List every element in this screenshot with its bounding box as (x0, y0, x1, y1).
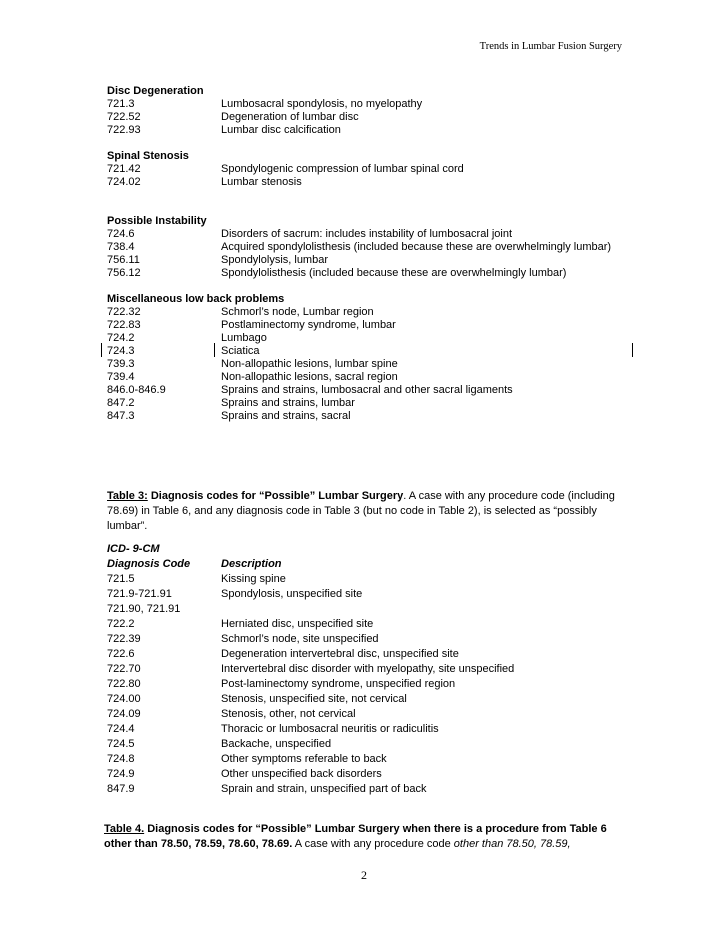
table3-description: Post-laminectomy syndrome, unspecified region (221, 678, 456, 690)
table3-description: Schmorl’s node, site unspecified (221, 633, 379, 645)
diagnosis-description: Disorders of sacrum: includes instability of lumbosacral joint (221, 228, 513, 240)
table3-code: 847.9 (107, 783, 135, 795)
diagnosis-code: 724.02 (107, 176, 141, 188)
table3-row (107, 782, 627, 797)
diagnosis-description: Lumbosacral spondylosis, no myelopathy (221, 98, 423, 110)
diagnosis-description: Acquired spondylolisthesis (included because these are overwhelmingly lumbar) (221, 241, 612, 253)
table3-code: 724.5 (107, 738, 135, 750)
table4-title: Diagnosis codes for “Possible” Lumbar Surgery when there is a procedure from Table 6 other than 78.50, 78.59, 78.60, 78.69. (104, 823, 607, 850)
table3-row (107, 722, 627, 737)
table3-row (107, 677, 627, 692)
diagnosis-description: Sprains and strains, lumbosacral and other sacral ligaments (221, 384, 513, 396)
table3-row (107, 737, 627, 752)
table3-code: 721.9-721.91 (107, 588, 172, 600)
code-row (107, 384, 627, 397)
text-cursor-right (632, 343, 633, 357)
text-cursor-left (101, 343, 102, 357)
code-row (107, 124, 627, 137)
diagnosis-group (107, 215, 627, 280)
table3-row (107, 572, 627, 587)
table3-description: Degeneration intervertebral disc, unspecified site (221, 648, 459, 660)
code-row (107, 241, 627, 254)
table3-head-desc: Description (221, 558, 282, 570)
table3-description: Thoracic or lumbosacral neuritis or radiculitis (221, 723, 439, 735)
group-title: Disc Degeneration (107, 85, 204, 97)
diagnosis-code: 739.4 (107, 371, 135, 383)
table3-rows (107, 572, 627, 797)
diagnosis-description: Spondylolysis, lumbar (221, 254, 328, 266)
group-title: Miscellaneous low back problems (107, 293, 285, 305)
table3-code: 724.09 (107, 708, 141, 720)
table3-description: Backache, unspecified (221, 738, 332, 750)
code-row (107, 267, 627, 280)
diagnosis-code: 721.3 (107, 98, 135, 110)
diagnosis-code: 846.0-846.9 (107, 384, 166, 396)
table3-row (107, 662, 627, 677)
diagnosis-code: 724.3 (107, 345, 135, 357)
diagnosis-code: 724.6 (107, 228, 135, 240)
diagnosis-code: 847.3 (107, 410, 135, 422)
group-title: Spinal Stenosis (107, 150, 189, 162)
table3-row (107, 602, 627, 617)
diagnosis-description: Schmorl’s node, Lumbar region (221, 306, 374, 318)
diagnosis-group (107, 293, 627, 423)
table3-head-code: Diagnosis Code (107, 558, 191, 570)
diagnosis-description: Sciatica (221, 345, 260, 357)
running-header: Trends in Lumbar Fusion Surgery (479, 41, 622, 52)
diagnosis-description: Spondylogenic compression of lumbar spinal cord (221, 163, 464, 175)
diagnosis-code: 756.12 (107, 267, 141, 279)
diagnosis-description: Lumbar stenosis (221, 176, 302, 188)
code-row (107, 111, 627, 124)
code-row (107, 345, 627, 358)
table3-code: 724.9 (107, 768, 135, 780)
diagnosis-description: Postlaminectomy syndrome, lumbar (221, 319, 396, 331)
table3-code: 722.80 (107, 678, 141, 690)
code-row (107, 319, 627, 332)
page-number: 2 (361, 868, 367, 882)
table3-row (107, 692, 627, 707)
diagnosis-code: 847.2 (107, 397, 135, 409)
code-row (107, 397, 627, 410)
table3-code: 722.70 (107, 663, 141, 675)
table3-title: Diagnosis codes for “Possible” Lumbar Surgery (147, 490, 404, 502)
table3-row (107, 647, 627, 662)
table3-header-row (107, 557, 627, 572)
diagnosis-description: Non-allopathic lesions, lumbar spine (221, 358, 398, 370)
table3-row (107, 707, 627, 722)
diagnosis-code: 721.42 (107, 163, 141, 175)
code-row (107, 371, 627, 384)
diagnosis-description: Lumbar disc calcification (221, 124, 341, 136)
table3-description: Stenosis, unspecified site, not cervical (221, 693, 407, 705)
table3-description: Intervertebral disc disorder with myelopathy, site unspecified (221, 663, 515, 675)
table4-caption (104, 822, 626, 852)
diagnosis-code: 722.32 (107, 306, 141, 318)
diagnosis-code: 756.11 (107, 254, 140, 266)
table3-caption (107, 489, 627, 534)
code-row (107, 358, 627, 371)
table3-code: 724.4 (107, 723, 135, 735)
diagnosis-description: Lumbago (221, 332, 267, 344)
diagnosis-code: 739.3 (107, 358, 135, 370)
code-row (107, 98, 627, 111)
code-row (107, 228, 627, 241)
diagnosis-groups (107, 85, 627, 423)
diagnosis-description: Sprains and strains, sacral (221, 410, 351, 422)
table3-description (221, 602, 627, 617)
table3-code: 722.39 (107, 633, 141, 645)
table3-description: Other symptoms referable to back (221, 753, 387, 765)
table3-description: Sprain and strain, unspecified part of back (221, 783, 427, 795)
table3-code: 721.90, 721.91 (107, 603, 181, 615)
diagnosis-code: 738.4 (107, 241, 135, 253)
code-row (107, 410, 627, 423)
table3-code: 724.8 (107, 753, 135, 765)
code-row (107, 163, 627, 176)
table4-text: A case with any procedure code (292, 838, 454, 850)
table3-code: 724.00 (107, 693, 141, 705)
diagnosis-description: Sprains and strains, lumbar (221, 397, 355, 409)
table3-row (107, 752, 627, 767)
table3-text: . A case with any procedure code (including 78.69) in Table 6, and any diagnosis code in Table 3 (but no code in Table 2), is selected as “possibly lumbar”. (107, 490, 615, 532)
table3-code: 722.2 (107, 618, 135, 630)
diagnosis-code: 722.83 (107, 319, 141, 331)
table3-code: 722.6 (107, 648, 135, 660)
document-body (104, 85, 627, 850)
diagnosis-group (107, 150, 627, 189)
diagnosis-description: Degeneration of lumbar disc (221, 111, 359, 123)
table3-description: Herniated disc, unspecified site (221, 618, 374, 630)
table3 (107, 542, 627, 797)
table3-row (107, 617, 627, 632)
table3-row (107, 767, 627, 782)
diagnosis-code: 724.2 (107, 332, 135, 344)
diagnosis-description: Non-allopathic lesions, sacral region (221, 371, 398, 383)
group-title: Possible Instability (107, 215, 207, 227)
code-row (107, 176, 627, 189)
table3-description: Spondylosis, unspecified site (221, 588, 363, 600)
table3-code: 721.5 (107, 573, 135, 585)
table3-description: Kissing spine (221, 573, 286, 585)
code-row (107, 306, 627, 319)
text-cursor-middle (214, 343, 215, 357)
table3-row (107, 632, 627, 647)
diagnosis-code: 722.52 (107, 111, 141, 123)
code-row (107, 332, 627, 345)
table3-head-line1: ICD- 9-CM (107, 543, 160, 555)
table3-description: Other unspecified back disorders (221, 768, 382, 780)
table4-label: Table 4. (104, 823, 145, 835)
table3-description: Stenosis, other, not cervical (221, 708, 356, 720)
code-row (107, 254, 627, 267)
table3-label: Table 3: (107, 490, 148, 502)
diagnosis-description: Spondylolisthesis (included because these are overwhelmingly lumbar) (221, 267, 567, 279)
diagnosis-group (107, 85, 627, 137)
table3-row (107, 587, 627, 602)
table4-text-italic: other than 78.50, 78.59, (453, 838, 571, 850)
diagnosis-code: 722.93 (107, 124, 141, 136)
